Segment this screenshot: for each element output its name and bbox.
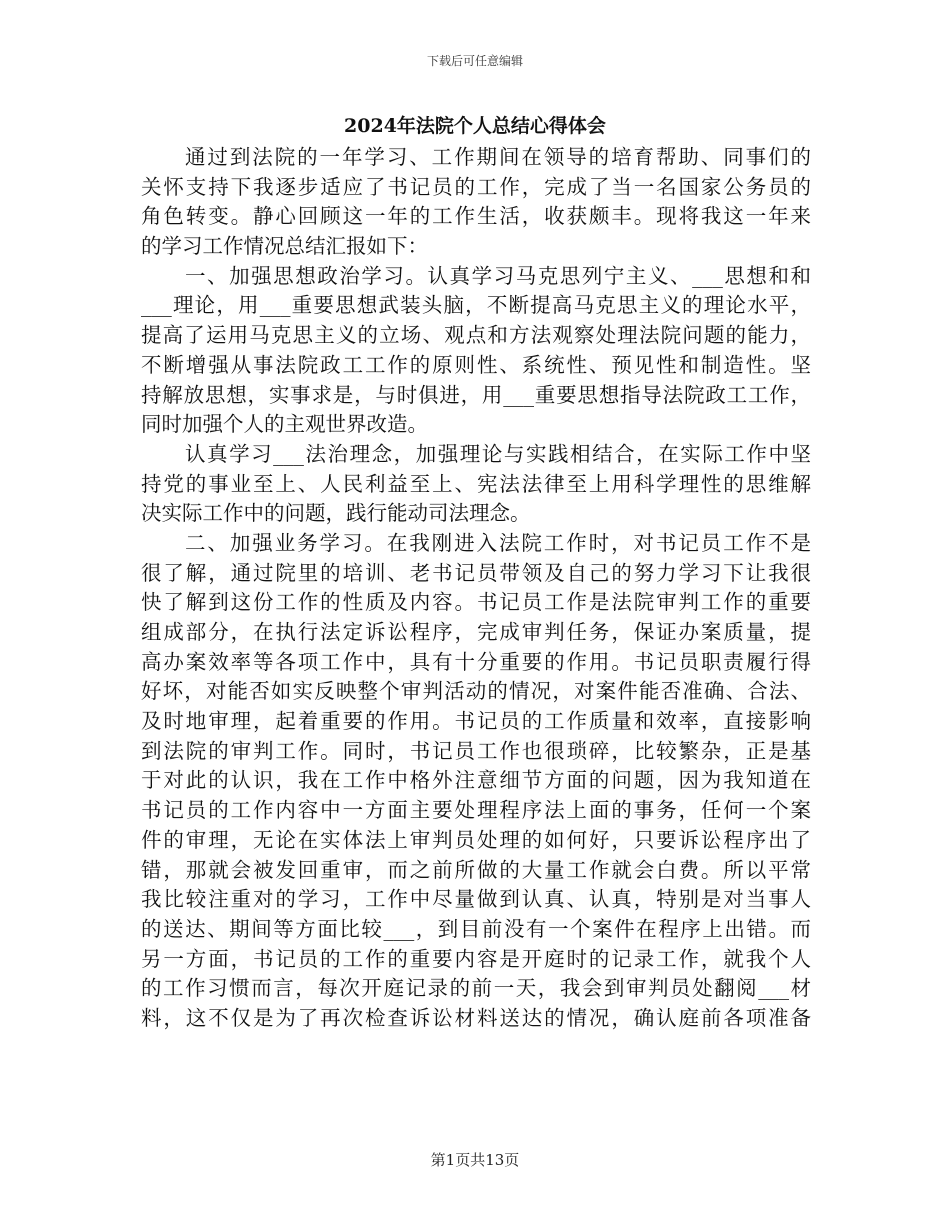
body-line: 料，这不仅是为了再次检查诉讼材料送达的情况，确认庭前各项准备 [141, 1005, 811, 1030]
body-line: 角色转变。静心回顾这一年的工作生活，收获颇丰。现将我这一年来 [141, 204, 811, 229]
body-line: 及时地审理，起着重要的作用。书记员的工作质量和效率，直接影响 [141, 709, 811, 734]
body-line: 快了解到这份工作的性质及内容。书记员工作是法院审判工作的重要 [141, 590, 811, 615]
body-line: 关怀支持下我逐步适应了书记员的工作，完成了当一名国家公务员的 [141, 174, 811, 199]
body-line: 错，那就会被发回重审，而之前所做的大量工作就会白费。所以平常 [141, 857, 811, 882]
document-body [141, 143, 811, 1034]
body-line: 持党的事业至上、人民利益至上、宪法法律至上用科学理性的思维解 [141, 471, 811, 496]
body-line: 件的审理，无论在实体法上审判员处理的如何好，只要诉讼程序出了 [141, 827, 811, 852]
body-line: ___理论，用___重要思想武装头脑，不断提高马克思主义的理论水平， [141, 293, 811, 318]
body-line: 一、加强思想政治学习。认真学习马克思列宁主义、___思想和和 [185, 263, 811, 288]
body-line: 的工作习惯而言，每次开庭记录的前一天，我会到审判员处翻阅___材 [141, 976, 811, 1001]
body-line: 同时加强个人的主观世界改造。 [141, 412, 428, 437]
page-footer: 第1页共13页 [430, 1151, 520, 1169]
body-line: 另一方面，书记员的工作的重要内容是开庭时的记录工作，就我个人 [141, 946, 811, 971]
body-line: 组成部分，在执行法定诉讼程序，完成审判任务，保证办案质量，提 [141, 620, 811, 644]
body-line: 的送达、期间等方面比较___，到目前没有一个案件在程序上出错。而 [141, 916, 811, 941]
document-title: 2024年法院个人总结心得体会 [344, 115, 606, 137]
body-line: 很了解，通过院里的培训、老书记员带领及自己的努力学习下让我很 [141, 560, 811, 585]
header-note: 下载后可任意编辑 [426, 54, 523, 68]
body-line: 提高了运用马克思主义的立场、观点和方法观察处理法院问题的能力， [141, 323, 811, 348]
body-line: 好坏，对能否如实反映整个审判活动的情况，对案件能否准确、合法、 [141, 679, 811, 704]
body-line: 持解放思想，实事求是，与时俱进，用___重要思想指导法院政工工作， [141, 382, 811, 407]
body-line: 书记员的工作内容中一方面主要处理程序法上面的事务，任何一个案 [141, 798, 811, 823]
body-line: 二、加强业务学习。在我刚进入法院工作时，对书记员工作不是 [185, 530, 811, 555]
body-line: 通过到法院的一年学习、工作期间在领导的培育帮助、同事们的 [185, 145, 811, 169]
body-line: 的学习工作情况总结汇报如下： [141, 234, 428, 259]
body-line: 我比较注重对的学习，工作中尽量做到认真、认真，特别是对当事人 [141, 887, 811, 912]
body-line: 高办案效率等各项工作中，具有十分重要的作用。书记员职责履行得 [141, 649, 811, 674]
body-line: 认真学习___法治理念，加强理论与实践相结合，在实际工作中坚 [185, 441, 811, 466]
body-line: 于对此的认识，我在工作中格外注意细节方面的问题，因为我知道在 [141, 768, 811, 793]
body-line: 不断增强从事法院政工工作的原则性、系统性、预见性和制造性。坚 [141, 352, 811, 377]
body-line: 到法院的审判工作。同时，书记员工作也很琐碎，比较繁杂，正是基 [141, 738, 811, 763]
body-line: 决实际工作中的问题，践行能动司法理念。 [141, 501, 531, 526]
